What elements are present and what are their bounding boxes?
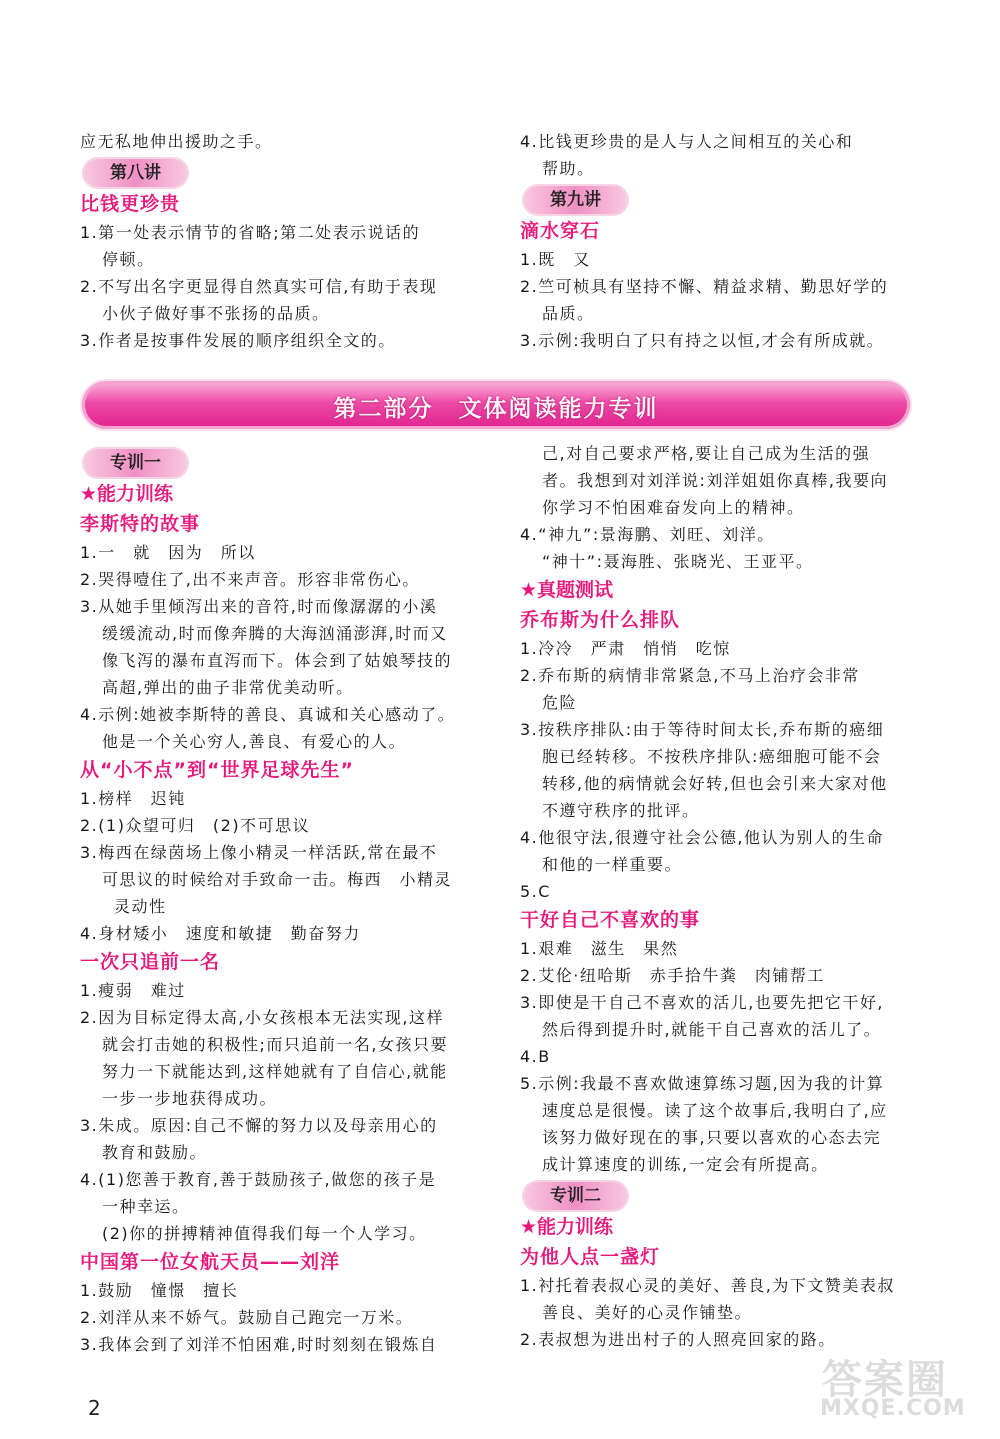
bottom-left-column <box>80 445 480 1358</box>
bottom-right-column <box>520 440 920 1353</box>
answer-line: 2.表叔想为进出村子的人照亮回家的路。 <box>520 1330 836 1349</box>
answer-line: 1.既 又 <box>520 250 591 269</box>
answer-line: 4.(1)您善于教育,善于鼓励孩子,做您的孩子是 <box>80 1170 437 1189</box>
answer-line: 成计算速度的训练,一定会有所提高。 <box>542 1155 829 1174</box>
page-number: 2 <box>88 1396 101 1420</box>
answer-line: 善良、美好的心灵作铺垫。 <box>542 1303 753 1322</box>
answer-line: 一步一步地获得成功。 <box>102 1089 278 1108</box>
answer-line: 小伙子做好事不张扬的品质。 <box>102 304 330 323</box>
top-right-column <box>520 128 920 354</box>
answer-line: 4.示例:她被李斯特的善良、真诚和关心感动了。 <box>80 705 456 724</box>
part-two-banner <box>82 381 910 429</box>
answer-line: 品质。 <box>542 304 595 323</box>
answer-line: 教育和鼓励。 <box>102 1143 208 1162</box>
answer-line: 不遵守秩序的批评。 <box>542 801 700 820</box>
answer-line: 4.“神九”:景海鹏、刘旺、刘洋。 <box>520 525 775 544</box>
top-left-column <box>80 128 480 354</box>
answer-line: 努力一下就能达到,这样她就有了自信心,就能 <box>102 1062 448 1081</box>
answer-line: 2.哭得噎住了,出不来声音。形容非常伤心。 <box>80 570 420 589</box>
answer-line: 5.示例:我最不喜欢做速算练习题,因为我的计算 <box>520 1074 885 1093</box>
answer-line: 3.按秩序排队:由于等待时间太长,乔布斯的癌细 <box>520 720 885 739</box>
answer-line: 转移,他的病情就会好转,但也会引来大家对他 <box>542 774 888 793</box>
answer-line: 3.从她手里倾泻出来的音符,时而像潺潺的小溪 <box>80 597 438 616</box>
answer-line: 3.梅西在绿茵场上像小精灵一样活跃,常在最不 <box>80 843 438 862</box>
answer-line: 和他的一样重要。 <box>542 855 683 874</box>
answer-line: 4.身材矮小 速度和敏捷 勤奋努力 <box>80 924 361 943</box>
answer-line: (2)你的拼搏精神值得我们每一个人学习。 <box>102 1224 427 1243</box>
answer-line: 1.一 就 因为 所以 <box>80 543 256 562</box>
answer-line: 4.比钱更珍贵的是人与人之间相互的关心和 <box>520 132 854 151</box>
answer-line: 1.榜样 迟钝 <box>80 789 186 808</box>
watermark-logo <box>816 1348 976 1428</box>
answer-line: 4.B <box>520 1047 551 1066</box>
answer-line: 3.作者是按事件发展的顺序组织全文的。 <box>80 331 396 350</box>
answer-line: 你学习不怕困难奋发向上的精神。 <box>542 498 805 517</box>
banner-title: 第二部分 文体阅读能力专训 <box>333 396 659 422</box>
answer-line: 缓缓流动,时而像奔腾的大海汹涌澎湃,时而又 <box>102 624 448 643</box>
section-title: 从“小不点”到“世界足球先生” <box>80 759 354 781</box>
star-heading: ★真题测试 <box>520 579 614 601</box>
answer-line: 危险 <box>542 693 578 712</box>
star-heading: ★能力训练 <box>520 1216 614 1238</box>
answer-line: 3.朱成。原因:自己不懈的努力以及母亲用心的 <box>80 1116 438 1135</box>
answer-line: 一种幸运。 <box>102 1197 190 1216</box>
answer-line: 4.他很守法,很遵守社会公德,他认为别人的生命 <box>520 828 884 847</box>
answer-line: 1.瘦弱 难过 <box>80 981 186 1000</box>
answer-line: 者。我想到对刘洋说:刘洋姐姐你真棒,我要向 <box>542 471 888 490</box>
training-badge-2: 专训二 <box>524 1182 627 1210</box>
answer-line: 1.冷冷 严肃 悄悄 吃惊 <box>520 639 731 658</box>
section-title: 干好自己不喜欢的事 <box>520 909 701 931</box>
answer-line: 胞已经转移。不按秩序排队:癌细胞可能不会 <box>542 747 882 766</box>
section-title: 李斯特的故事 <box>80 513 201 535</box>
answer-line: 像飞泻的瀑布直泻而下。体会到了姑娘琴技的 <box>102 651 453 670</box>
answer-line: 该努力做好现在的事,只要以喜欢的心态去完 <box>542 1128 882 1147</box>
text-line: 应无私地伸出援助之手。 <box>80 132 273 151</box>
section-title-9: 滴水穿石 <box>520 220 601 242</box>
answer-line: 己,对自己要求严格,要让自己成为生活的强 <box>542 444 871 463</box>
section-title: 为他人点一盏灯 <box>520 1246 661 1268</box>
answer-line: “神十”:聂海胜、张晓光、王亚平。 <box>542 552 814 571</box>
lesson-badge-9: 第九讲 <box>524 186 627 214</box>
answer-line: 灵动性 <box>114 897 167 916</box>
answer-line: 1.衬托着表叔心灵的美好、善良,为下文赞美表叔 <box>520 1276 895 1295</box>
answer-line: 2.艾伦·纽哈斯 赤手拾牛粪 肉铺帮工 <box>520 966 825 985</box>
watermark-text: 答案圈 <box>822 1357 948 1403</box>
star-heading: ★能力训练 <box>80 483 174 505</box>
answer-line: 1.艰难 滋生 果然 <box>520 939 679 958</box>
answer-line: 1.鼓励 憧憬 擅长 <box>80 1281 239 1300</box>
training-badge-1: 专训一 <box>84 449 187 477</box>
answer-line: 速度总是很慢。读了这个故事后,我明白了,应 <box>542 1101 888 1120</box>
answer-line: 2.竺可桢具有坚持不懈、精益求精、勤思好学的 <box>520 277 889 296</box>
answer-line: 就会打击她的积极性;而只追前一名,女孩只要 <box>102 1035 448 1054</box>
answer-line: 停顿。 <box>102 250 155 269</box>
watermark-domain: MXQE.COM <box>820 1396 966 1421</box>
answer-line: 2.(1)众望可归 (2)不可思议 <box>80 816 311 835</box>
answer-line: 3.即使是干自己不喜欢的活儿,也要先把它干好, <box>520 993 884 1012</box>
answer-line: 3.示例:我明白了只有持之以恒,才会有所成就。 <box>520 331 885 350</box>
answer-line: 2.因为目标定得太高,小女孩根本无法实现,这样 <box>80 1008 444 1027</box>
answer-line: 他是一个关心穷人,善良、有爱心的人。 <box>102 732 407 751</box>
lesson-badge-8: 第八讲 <box>84 159 187 187</box>
answer-line: 帮助。 <box>542 159 595 178</box>
section-title: 中国第一位女航天员——刘洋 <box>80 1251 341 1273</box>
answer-line: 1.第一处表示情节的省略;第二处表示说话的 <box>80 223 421 242</box>
answer-line: 高超,弹出的曲子非常优美动听。 <box>102 678 354 697</box>
section-title-8: 比钱更珍贵 <box>80 193 181 215</box>
answer-line: 2.不写出名字更显得自然真实可信,有助于表现 <box>80 277 438 296</box>
answer-line: 3.我体会到了刘洋不怕困难,时时刻刻在锻炼自 <box>80 1335 438 1354</box>
answer-line: 可思议的时候给对手致命一击。梅西 小精灵 <box>102 870 453 889</box>
section-title: 一次只追前一名 <box>80 951 221 973</box>
section-title: 乔布斯为什么排队 <box>520 609 681 631</box>
answer-line: 5.C <box>520 882 551 901</box>
answer-line: 2.刘洋从来不娇气。鼓励自己跑完一万米。 <box>80 1308 414 1327</box>
answer-line: 2.乔布斯的病情非常紧急,不马上治疗会非常 <box>520 666 860 685</box>
answer-line: 然后得到提升时,就能干自己喜欢的活儿了。 <box>542 1020 882 1039</box>
